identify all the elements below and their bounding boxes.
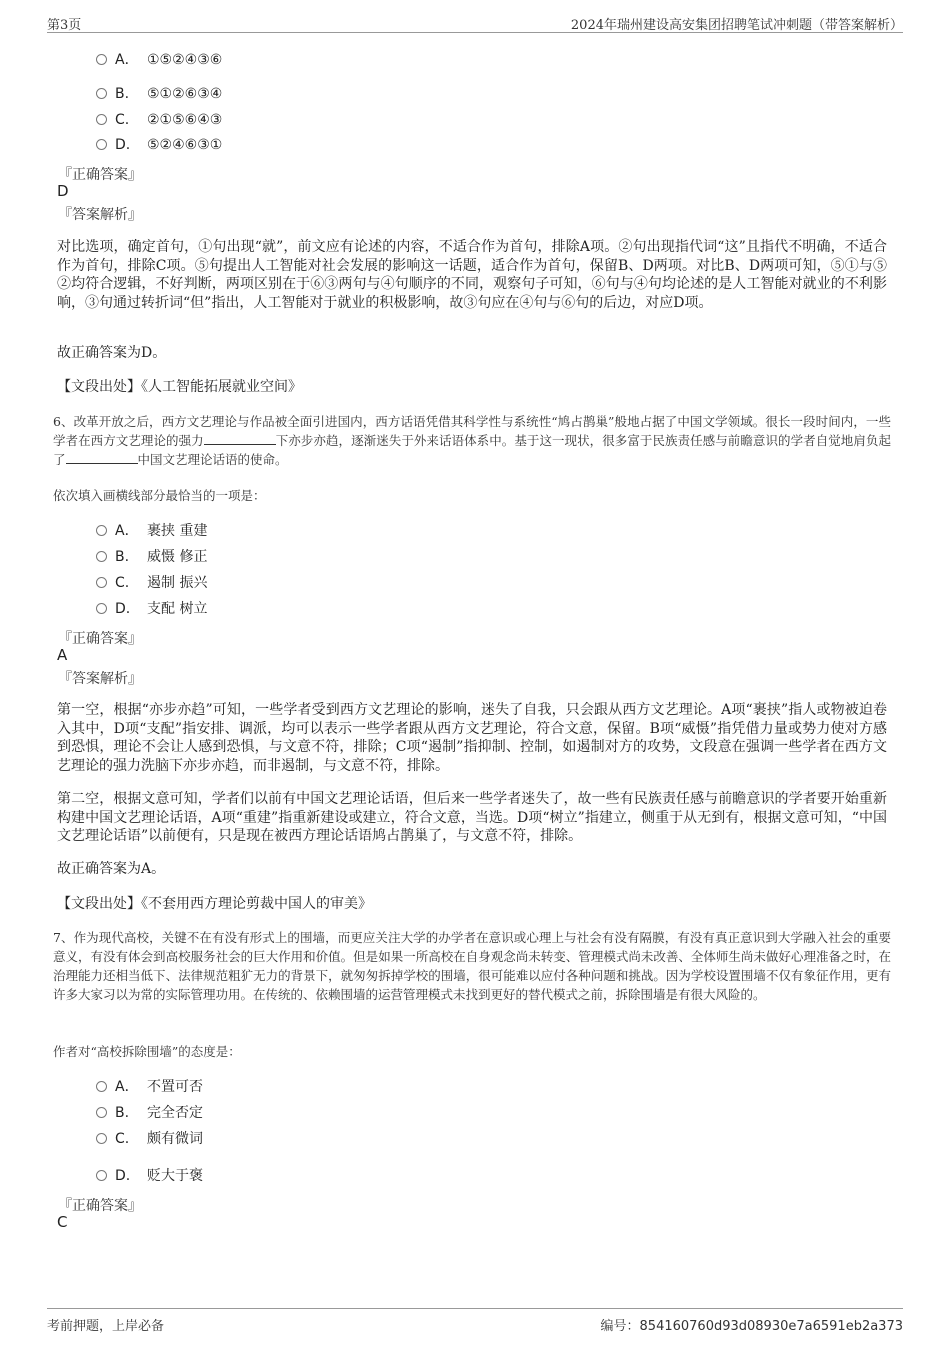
radio-icon[interactable] bbox=[96, 1081, 107, 1092]
page-footer bbox=[47, 1308, 903, 1335]
q6-analysis-text-2: 第二空，根据文意可知，学者们以前有中国文艺理论话语，但后来一些学者迷失了，故一些有民族责任感与前瞻意识的学者要开始重新构建中国文艺理论话语，A项“重建”指重新建设或建立，符合文意，当选。D项“树立”指建立，侧重于从无到有，根据文意可知，“中国文艺理论话语”以前便有，只是现在被西方理论话语鸠占鹊巢了，与文意不符，排除。 bbox=[57, 791, 887, 844]
q7-answer-label: 『正确答案』 bbox=[58, 1198, 142, 1214]
footer-code: 编号：854160760d93d08930e7a6591eb2a373 bbox=[600, 1319, 903, 1334]
radio-icon[interactable] bbox=[96, 1170, 107, 1181]
radio-icon[interactable] bbox=[96, 54, 107, 65]
q5-analysis-text: 对比选项，确定首句，①句出现“就”，前文应有论述的内容，不适合作为首句，排除A项。②句出现指代词“这”且指代不明确，不适合作为首句，排除C项。⑤句提出人工智能对社会发展的影响这一话题，适合作为首句，保留B、D两项。对比B、D两项可知，⑤①与⑤②均符合逻辑，不好判断，两项区别在于⑥③两句与④句顺序的不同，观察句子可知，⑥句与④句均论述的是人工智能对就业的不利影响，③句通过转折词“但”指出，人工智能对于就业的积极影响，故③句应在④句与⑥句的后边，对应D项。 bbox=[57, 239, 887, 311]
document-title: 2024年瑞州建设高安集团招聘笔试冲刺题（带答案解析） bbox=[570, 18, 903, 33]
q5-option-b[interactable]: B. ⑤①②⑥③④ bbox=[96, 85, 222, 103]
q7-stem: 7、作为现代高校，关键不在有没有形式上的围墙，而更应关注大学的办学者在意识或心理上与社会有没有隔膜，有没有真正意识到大学融入社会的重要意义，有没有体会到高校服务社会的巨大作用和价值。但是如果一所高校在自身观念尚未转变、管理模式尚未改善、全体师生尚未做好心理准备之时，在治理能力还相当低下、法律规范粗犷无力的背景下，就匆匆拆掉学校的围墙，很可能难以应付各种问题和挑战。因为学校设置围墙不仅有象征作用，更有许多大家习以为常的实际管理功用。在传统的、依赖围墙的运营管理模式未找到更好的替代模式之前，拆除围墙是有很大风险的。 bbox=[53, 930, 891, 1002]
q6-source: 【文段出处】《不套用西方理论剪裁中国人的审美》 bbox=[57, 896, 372, 912]
footer-slogan: 考前押题，上岸必备 bbox=[47, 1319, 165, 1334]
q7-option-c[interactable]: C. 颇有微词 bbox=[96, 1130, 203, 1148]
radio-icon[interactable] bbox=[96, 603, 107, 614]
q6-prompt: 依次填入画横线部分最恰当的一项是： bbox=[53, 488, 266, 503]
q6-answer-label: 『正确答案』 bbox=[58, 631, 142, 647]
q6-option-b[interactable]: B. 威慑 修正 bbox=[96, 548, 207, 566]
q5-answer-label: 『正确答案』 bbox=[58, 167, 142, 183]
radio-icon[interactable] bbox=[96, 551, 107, 562]
page-header bbox=[47, 10, 903, 33]
document-id: 854160760d93d08930e7a6591eb2a373 bbox=[639, 1319, 903, 1334]
q5-analysis-label: 『答案解析』 bbox=[58, 207, 142, 223]
radio-icon[interactable] bbox=[96, 577, 107, 588]
q6-stem: 6、改革开放之后，西方文艺理论与作品被全面引进国内，西方话语凭借其科学性与系统性“鸠占鹊巢”般地占据了中国文学领域。很长一段时间内，一些学者在西方文艺理论的强力 下亦步亦趋，逐渐迷失于外来话语体系中。基于这一现状，很多富于民族责任感与前瞻意识的学者自觉地肩负起了 中国文艺理论话语的使命。 bbox=[53, 414, 891, 467]
q6-analysis-label: 『答案解析』 bbox=[58, 671, 142, 687]
fill-blank-2 bbox=[66, 451, 138, 464]
q7-option-a[interactable]: A． 不置可否 bbox=[96, 1078, 203, 1096]
q7-option-b[interactable]: B. 完全否定 bbox=[96, 1104, 203, 1122]
q5-option-a[interactable]: A． ①⑤②④③⑥ bbox=[96, 51, 222, 69]
q7-prompt: 作者对“高校拆除围墙”的态度是： bbox=[53, 1044, 241, 1059]
radio-icon[interactable] bbox=[96, 1107, 107, 1118]
q6-option-c[interactable]: C. 遏制 振兴 bbox=[96, 574, 207, 592]
radio-icon[interactable] bbox=[96, 114, 107, 125]
q5-source: 【文段出处】《人工智能拓展就业空间》 bbox=[57, 379, 302, 395]
q7-answer-value: C bbox=[57, 1213, 68, 1231]
q6-answer-value: A bbox=[57, 646, 68, 664]
q7-option-d[interactable]: D. 贬大于褒 bbox=[96, 1167, 203, 1185]
q6-option-d[interactable]: D. 支配 树立 bbox=[96, 600, 207, 618]
radio-icon[interactable] bbox=[96, 88, 107, 99]
q5-option-c[interactable]: C. ②①⑤⑥④③ bbox=[96, 111, 222, 129]
radio-icon[interactable] bbox=[96, 1133, 107, 1144]
fill-blank-1 bbox=[204, 432, 276, 445]
q6-option-a[interactable]: A． 裹挟 重建 bbox=[96, 522, 207, 540]
page-number: 第3页 bbox=[47, 18, 82, 33]
q6-analysis-text-1: 第一空，根据“亦步亦趋”可知，一些学者受到西方文艺理论的影响，迷失了自我，只会跟从西方文艺理论。A项“裹挟”指人或物被迫卷入其中，D项“支配”指安排、调派，均可以表示一些学者跟从西方文艺理论，符合文意，保留。B项“威慑”指凭借力量或势力使对方感到恐惧，理论不会让人感到恐惧，与文意不符，排除；C项“遏制”指抑制、控制，如遏制对方的攻势，文段意在强调一些学者在西方文艺理论的强力洗脑下亦步亦趋，而非遏制，与文意不符，排除。 bbox=[57, 702, 887, 774]
q5-answer-value: D bbox=[57, 182, 69, 200]
q5-option-d[interactable]: D. ⑤②④⑥③① bbox=[96, 136, 222, 154]
q5-conclusion: 故正确答案为D。 bbox=[57, 345, 167, 361]
q6-conclusion: 故正确答案为A。 bbox=[57, 861, 166, 877]
radio-icon[interactable] bbox=[96, 525, 107, 536]
radio-icon[interactable] bbox=[96, 139, 107, 150]
